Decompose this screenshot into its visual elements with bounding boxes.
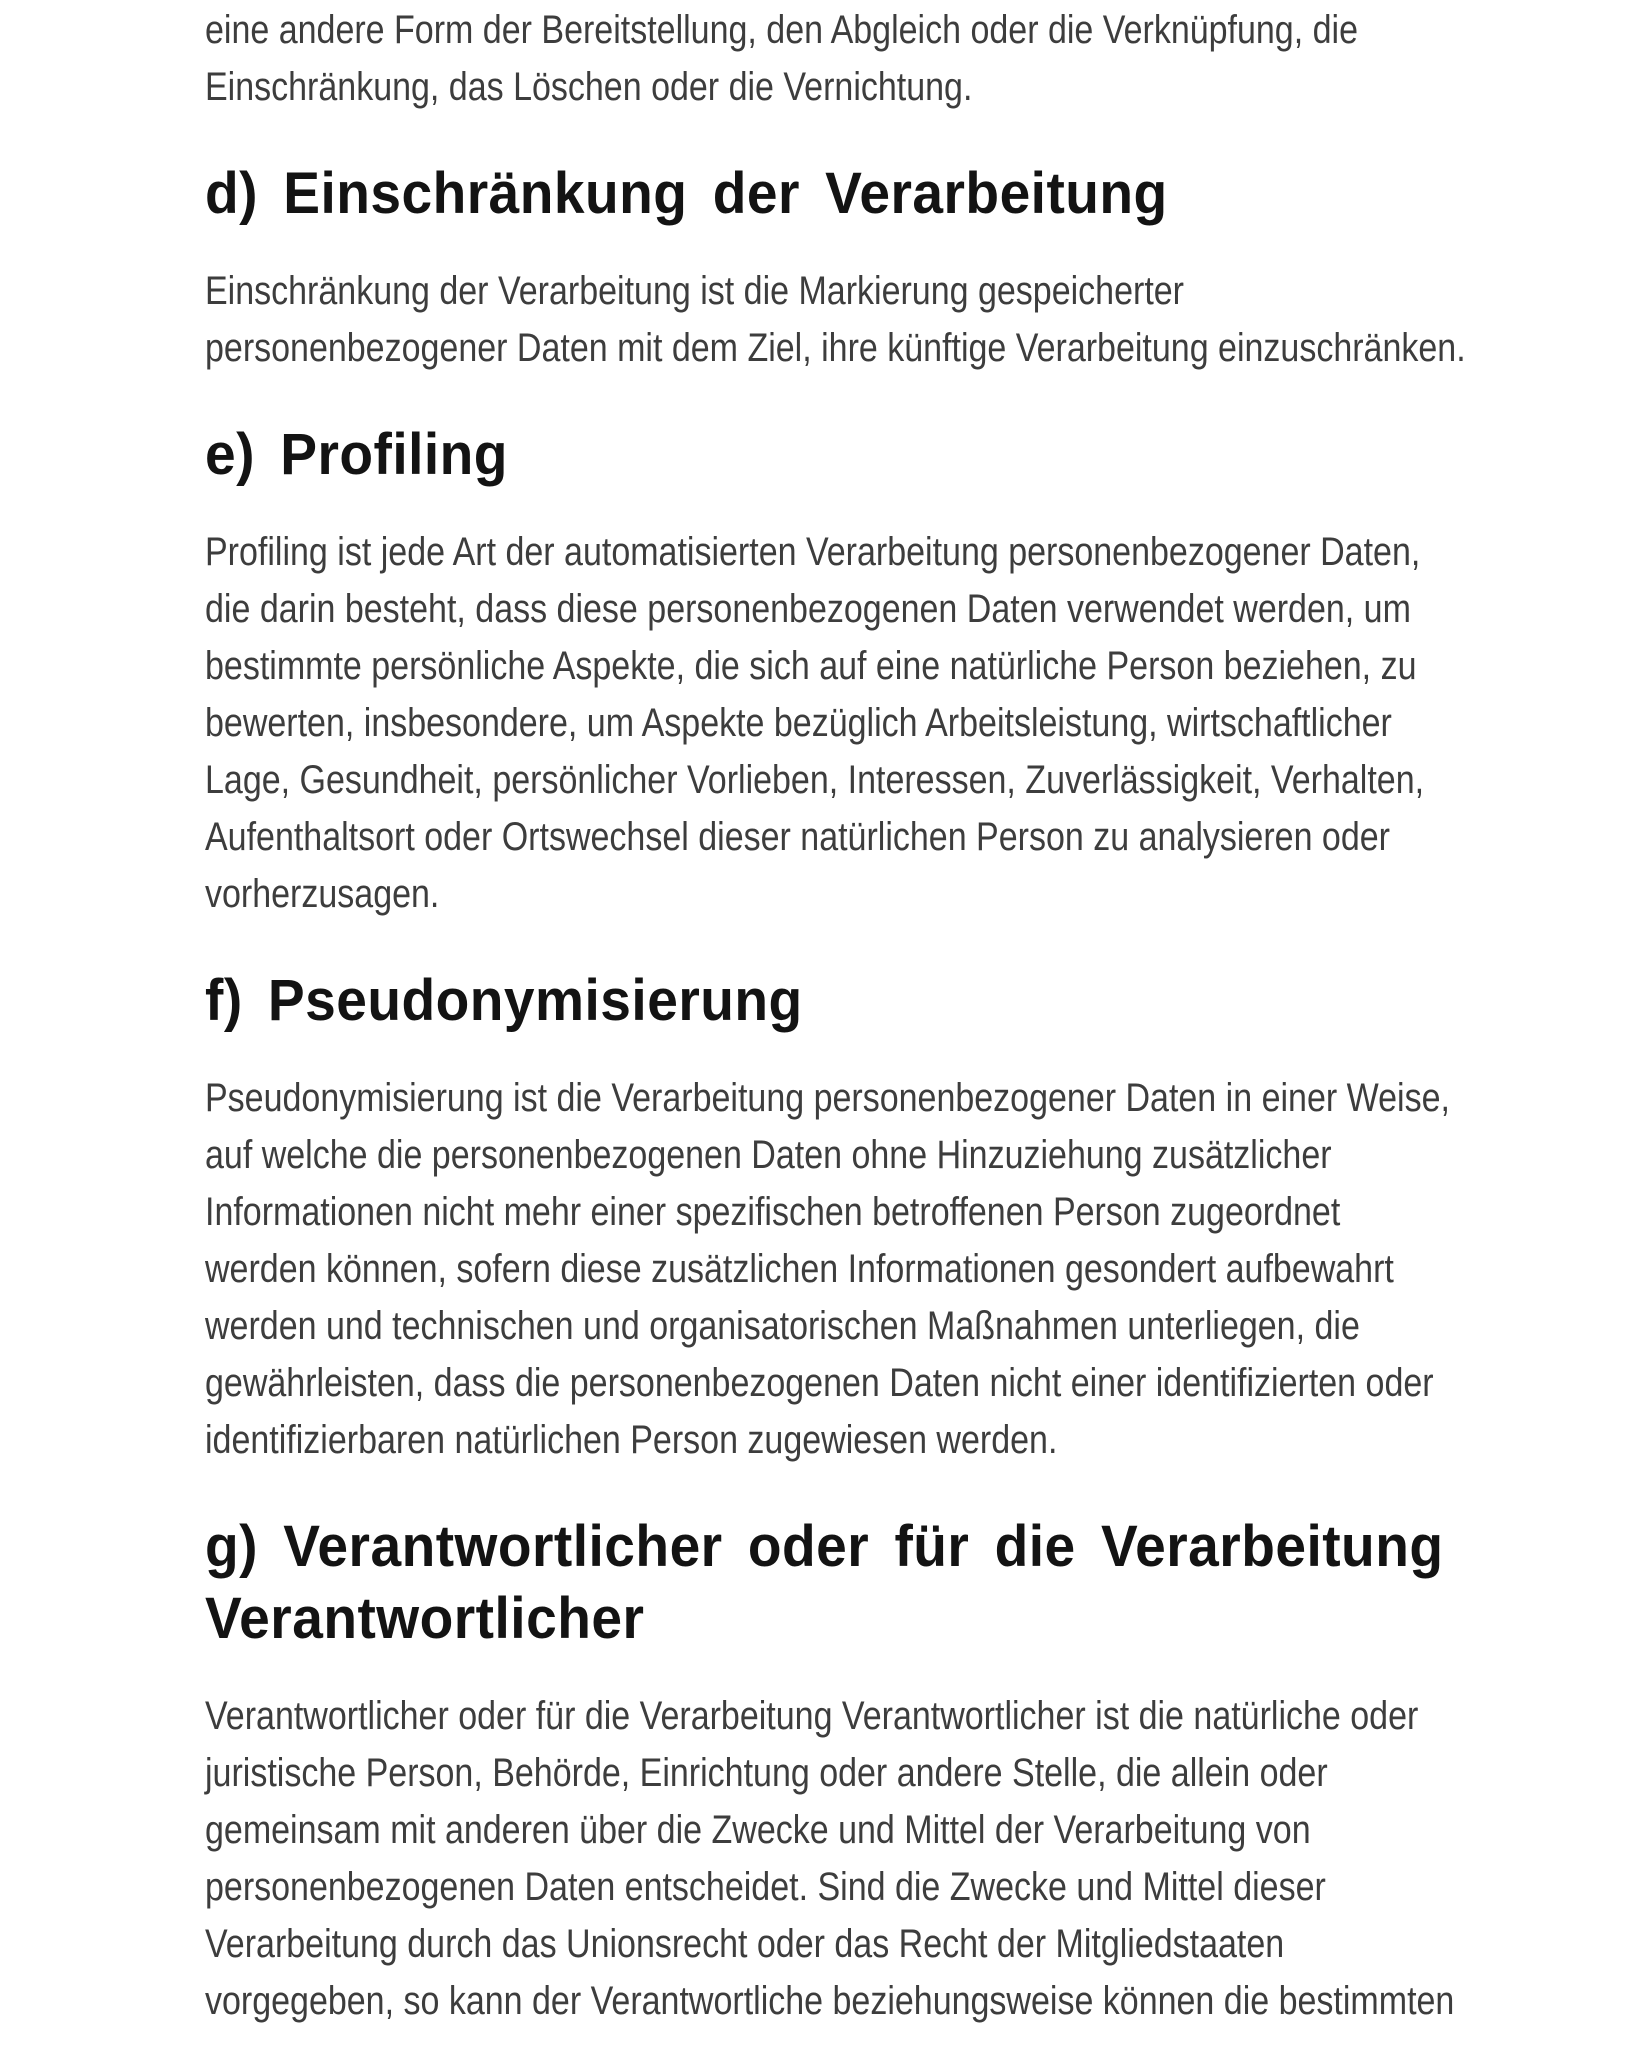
paragraph-line: personenbezogenen Daten entscheidet. Sind die Zwecke und Mittel dieser [205, 1865, 1326, 1909]
paragraph-line: die darin besteht, dass diese personenbezogenen Daten verwendet werden, um [205, 587, 1411, 631]
paragraph-line: identifizierbaren natürlichen Person zugewiesen werden. [205, 1418, 1058, 1462]
section-heading-d [205, 158, 1605, 230]
heading-line: Verantwortlicher [205, 1586, 645, 1651]
paragraph-line: werden können, sofern diese zusätzlichen Informationen gesondert aufbewahrt [205, 1247, 1394, 1291]
section-paragraph-d [205, 263, 1605, 377]
paragraph-line: bewerten, insbesondere, um Aspekte bezüglich Arbeitsleistung, wirtschaftlicher [205, 701, 1392, 745]
section-heading-g [205, 1511, 1605, 1655]
paragraph-line: vorherzusagen. [205, 872, 440, 916]
paragraph-line: Verantwortlicher oder für die Verarbeitung Verantwortlicher ist die natürliche oder [205, 1694, 1419, 1738]
paragraph-line: Einschränkung der Verarbeitung ist die Markierung gespeicherter [205, 269, 1185, 313]
paragraph-line: auf welche die personenbezogenen Daten ohne Hinzuziehung zusätzlicher [205, 1133, 1332, 1177]
paragraph-line: vorgegeben, so kann der Verantwortliche beziehungsweise können die bestimmten [205, 1979, 1455, 2023]
paragraph-line: Informationen nicht mehr einer spezifischen betroffenen Person zugeordnet [205, 1190, 1341, 1234]
paragraph-line: personenbezogener Daten mit dem Ziel, ihre künftige Verarbeitung einzuschränken. [205, 326, 1466, 370]
paragraph-line: gemeinsam mit anderen über die Zwecke und Mittel der Verarbeitung von [205, 1808, 1311, 1852]
heading-line: d) Einschränkung der Verarbeitung [205, 161, 1168, 226]
section-paragraph-g [205, 1688, 1605, 2030]
paragraph-line: Verarbeitung durch das Unionsrecht oder das Recht der Mitgliedstaaten [205, 1922, 1285, 1966]
paragraph-line: Einschränkung, das Löschen oder die Vernichtung. [205, 65, 973, 109]
intro-paragraph [205, 2, 1605, 116]
paragraph-line: werden und technischen und organisatorischen Maßnahmen unterliegen, die [205, 1304, 1360, 1348]
heading-line: g) Verantwortlicher oder für die Verarbeitung [205, 1514, 1444, 1579]
paragraph-line: Lage, Gesundheit, persönlicher Vorlieben, Interessen, Zuverlässigkeit, Verhalten, [205, 758, 1425, 802]
section-paragraph-f [205, 1070, 1605, 1469]
document-content [205, 2, 1605, 2046]
section-paragraph-e [205, 524, 1605, 923]
paragraph-line: eine andere Form der Bereitstellung, den Abgleich oder die Verknüpfung, die [205, 8, 1358, 52]
heading-line: f) Pseudonymisierung [205, 968, 803, 1033]
section-heading-e [205, 419, 1605, 491]
heading-line: e) Profiling [205, 422, 508, 487]
paragraph-line: Aufenthaltsort oder Ortswechsel dieser natürlichen Person zu analysieren oder [205, 815, 1390, 859]
paragraph-line: gewährleisten, dass die personenbezogenen Daten nicht einer identifizierten oder [205, 1361, 1434, 1405]
paragraph-line: bestimmte persönliche Aspekte, die sich auf eine natürliche Person beziehen, zu [205, 644, 1417, 688]
paragraph-line: Profiling ist jede Art der automatisierten Verarbeitung personenbezogener Daten, [205, 530, 1421, 574]
paragraph-line: Pseudonymisierung ist die Verarbeitung personenbezogener Daten in einer Weise, [205, 1076, 1450, 1120]
paragraph-line: juristische Person, Behörde, Einrichtung oder andere Stelle, die allein oder [205, 1751, 1328, 1795]
section-heading-f [205, 965, 1605, 1037]
